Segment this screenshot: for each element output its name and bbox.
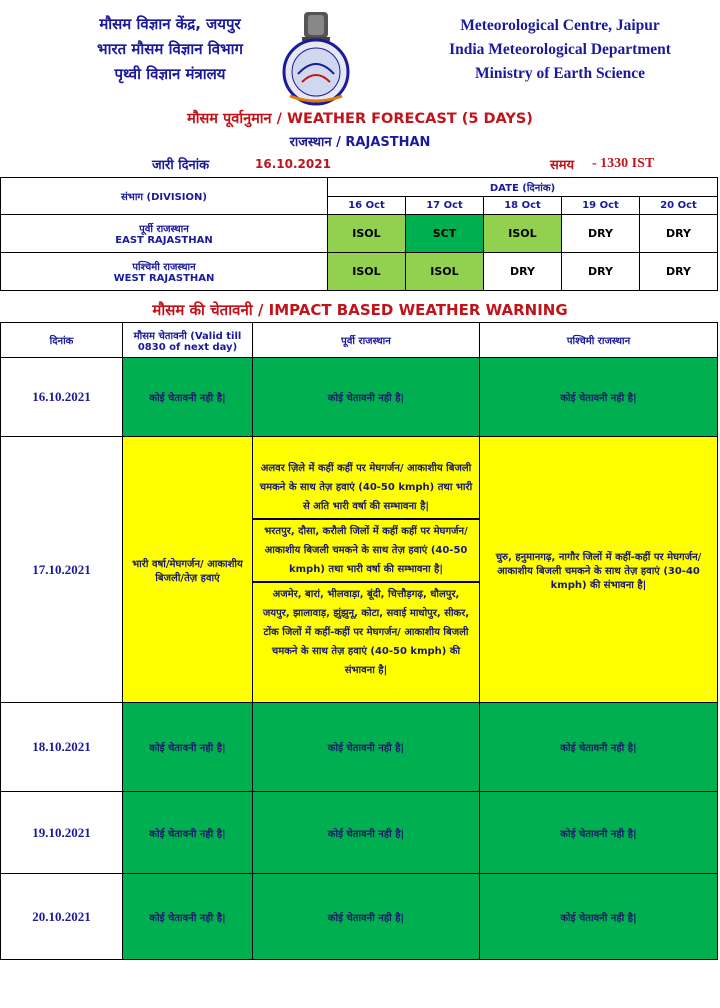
region-title: राजस्थान / RAJASTHAN — [289, 135, 431, 150]
division-east — [1, 215, 328, 253]
warning-date: 16.10.2021 — [1, 358, 123, 437]
forecast-cell: DRY — [640, 215, 718, 253]
division-east-english: EAST RAJASTHAN — [115, 235, 213, 246]
table-row — [1, 358, 718, 437]
warning-col-east: पूर्वी राजस्थान — [253, 323, 480, 358]
hindi-ministry-name: पृथ्वी विज्ञान मंत्रालय — [114, 65, 226, 83]
division-west-english: WEST RAJASTHAN — [113, 273, 215, 284]
forecast-cell: ISOL — [328, 253, 406, 291]
warning-title: मौसम की चेतावनी / IMPACT BASED WEATHER WARNING — [152, 301, 568, 319]
warning-cell: कोई चेतावनी नही है| — [123, 358, 253, 437]
forecast-cell: DRY — [640, 253, 718, 291]
east-warning-item: अलवर ज़िले में कहीं कहीं पर मेघगर्जन/ आकाशीय बिजली चमकने के साथ तेज़ हवाएं (40-50 kmph) तथा भारी से अति भारी वर्षा की सम्भावना है| — [259, 463, 473, 512]
warning-cell: कोई चेतावनी नही है| — [123, 874, 253, 960]
issue-date-value: 16.10.2021 — [255, 157, 331, 171]
date-header: DATE (दिनांक) — [328, 178, 718, 197]
division-west-hindi: पश्चिमी राजस्थान — [132, 262, 196, 273]
warning-cell: कोई चेतावनी नही है| — [480, 703, 718, 792]
forecast-cell: DRY — [562, 253, 640, 291]
forecast-title: मौसम पूर्वानुमान / WEATHER FORECAST (5 DAYS) — [187, 111, 533, 127]
date-col-3: 18 Oct — [484, 197, 562, 215]
warning-cell: कोई चेतावनी नही है| — [253, 792, 480, 874]
warning-col-warning: मौसम चेतावनी (Valid till 0830 of next day) — [123, 323, 253, 358]
warning-cell-east — [253, 437, 480, 703]
warning-cell: कोई चेतावनी नही है| — [253, 703, 480, 792]
division-west — [1, 253, 328, 291]
warning-cell-west: चुरु, हनुमानगढ़, नागौर जिलों में कहीं-कहीं पर मेघगर्जन/ आकाशीय बिजली चमकने के साथ तेज़ हवाएं (30-40 kmph) की संभावना है| — [480, 437, 718, 703]
forecast-cell: DRY — [562, 215, 640, 253]
forecast-title-hindi: मौसम पूर्वानुमान — [187, 111, 272, 127]
east-warning-item: अजमेर, बारां, भीलवाड़ा, बूंदी, चित्तौड़गढ़, धौलपुर, जयपुर, झालावाड़, झुंझुनू, कोटा, सवाई माधोपुर, सीकर, टोंक जिलों में कहीं-कहीं पर मेघगर्जन/ आकाशीय बिजली चमकने के साथ तेज़ हवाएं (40-50 kmph) की संभावना है| — [253, 582, 479, 682]
table-row — [1, 437, 718, 703]
hindi-centre-name: मौसम विज्ञान केंद्र, जयपुर — [99, 15, 241, 33]
date-col-5: 20 Oct — [640, 197, 718, 215]
forecast-cell: ISOL — [406, 253, 484, 291]
english-centre-name: Meteorological Centre, Jaipur — [460, 17, 660, 34]
table-row — [1, 792, 718, 874]
forecast-cell: DRY — [484, 253, 562, 291]
date-col-4: 19 Oct — [562, 197, 640, 215]
date-col-2: 17 Oct — [406, 197, 484, 215]
hindi-department-name: भारत मौसम विज्ञान विभाग — [97, 40, 243, 58]
warning-title-hindi: मौसम की चेतावनी — [152, 301, 253, 319]
division-header: संभाग (DIVISION) — [1, 178, 328, 215]
warning-cell: कोई चेतावनी नही है| — [480, 358, 718, 437]
warning-cell: कोई चेतावनी नही है| — [480, 874, 718, 960]
east-warning-item: भरतपुर, दौसा, करौली जिलों में कहीं कहीं पर मेघगर्जन/ आकाशीय बिजली चमकने के साथ तेज़ हवाएं (40-50 kmph) तथा भारी वर्षा की सम्भावना है| — [253, 519, 479, 582]
issue-time-value: - 1330 IST — [592, 156, 655, 171]
warning-col-date: दिनांक — [1, 323, 123, 358]
table-row — [1, 703, 718, 792]
region-hindi: राजस्थान — [289, 135, 332, 150]
warning-date: 18.10.2021 — [1, 703, 123, 792]
warning-cell: कोई चेतावनी नही है| — [480, 792, 718, 874]
forecast-title-english: WEATHER FORECAST (5 DAYS) — [287, 111, 533, 127]
division-east-hindi: पूर्वी राजस्थान — [139, 224, 189, 235]
region-english: RAJASTHAN — [345, 135, 431, 150]
issue-date-label: जारी दिनांक — [152, 158, 210, 173]
forecast-table — [0, 177, 718, 291]
warning-col-west: पश्चिमी राजस्थान — [480, 323, 718, 358]
table-row — [1, 874, 718, 960]
forecast-cell: SCT — [406, 215, 484, 253]
warning-date: 19.10.2021 — [1, 792, 123, 874]
header-english — [440, 14, 680, 86]
imd-emblem-logo — [272, 10, 360, 108]
warning-cell: कोई चेतावनी नही है| — [123, 792, 253, 874]
english-department-name: India Meteorological Department — [449, 41, 671, 58]
warning-cell: भारी वर्षा/मेघगर्जन/ आकाशीय बिजली/तेज़ हवाएं — [123, 437, 253, 703]
warning-cell: कोई चेतावनी नही है| — [253, 358, 480, 437]
warning-table — [0, 322, 718, 960]
forecast-cell: ISOL — [484, 215, 562, 253]
date-col-1: 16 Oct — [328, 197, 406, 215]
east-warning-list — [253, 457, 479, 682]
table-row — [1, 215, 718, 253]
warning-date: 17.10.2021 — [1, 437, 123, 703]
warning-cell: कोई चेतावनी नही है| — [253, 874, 480, 960]
warning-date: 20.10.2021 — [1, 874, 123, 960]
forecast-cell: ISOL — [328, 215, 406, 253]
warning-cell: कोई चेतावनी नही है| — [123, 703, 253, 792]
warning-title-english: IMPACT BASED WEATHER WARNING — [268, 301, 568, 319]
english-ministry-name: Ministry of Earth Science — [474, 65, 646, 82]
header-hindi — [60, 12, 280, 87]
issue-time-label: समय — [550, 158, 575, 173]
table-row — [1, 253, 718, 291]
